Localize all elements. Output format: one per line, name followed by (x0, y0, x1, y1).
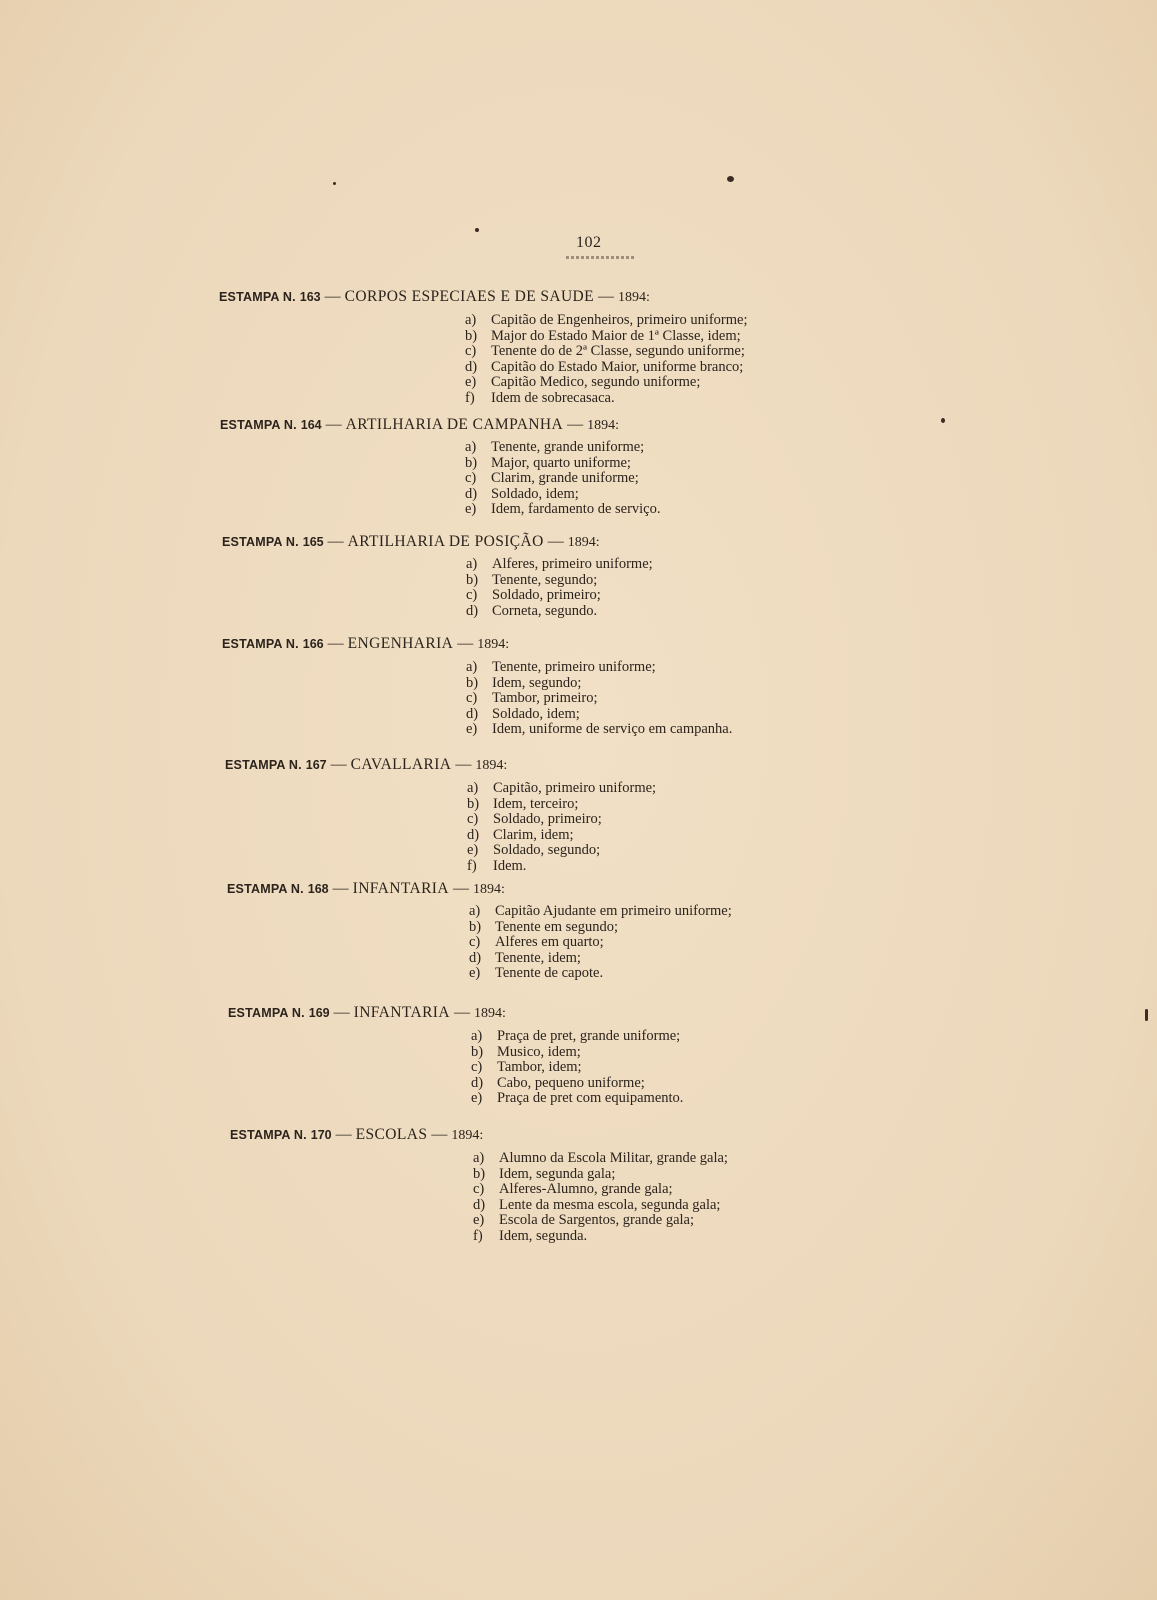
item-text: Alferes-Alumno, grande gala; (499, 1181, 673, 1198)
plate-title: ARTILHARIA DE CAMPANHA (345, 416, 564, 433)
item-text: Praça de pret, grande uniforme; (497, 1028, 681, 1044)
item-letter: c) (466, 690, 478, 707)
item-text: Cabo, pequeno uniforme; (497, 1074, 645, 1091)
list-item (469, 951, 732, 967)
item-text: Tenente, grande uniforme; (491, 439, 645, 455)
item-letter: b) (466, 674, 479, 691)
plate-year: 1894: (587, 418, 619, 433)
item-letter: b) (467, 795, 480, 812)
item-letter: d) (469, 949, 482, 966)
plate-number: 163 (299, 290, 321, 304)
paper-speck (333, 182, 336, 185)
item-letter: c) (473, 1181, 485, 1198)
list-item (466, 722, 732, 738)
item-letter: d) (465, 358, 478, 375)
list-item (465, 502, 661, 518)
item-letter: b) (466, 571, 479, 588)
item-text: Capitão Ajudante em primeiro uniforme; (495, 903, 732, 919)
item-letter: c) (469, 934, 481, 951)
list-item (471, 1060, 683, 1076)
list-item (473, 1213, 728, 1229)
item-text: Soldado, segundo; (493, 842, 601, 859)
plate-title: ESCOLAS (355, 1126, 428, 1143)
plate-label: ESTAMPA N. (222, 637, 299, 651)
plate-items (465, 440, 661, 518)
item-letter: f) (465, 389, 475, 406)
list-item (465, 360, 748, 376)
list-item (473, 1198, 728, 1214)
item-letter: b) (469, 918, 482, 935)
list-item (469, 904, 732, 920)
list-item (469, 966, 732, 982)
list-item (473, 1182, 728, 1198)
item-text: Capitão Medico, segundo uniforme; (491, 374, 701, 391)
plate-label: ESTAMPA N. (230, 1128, 307, 1142)
plate-items (466, 660, 732, 738)
list-item (469, 920, 732, 936)
item-text: Tenente em segundo; (495, 918, 619, 935)
item-text: Major, quarto uniforme; (491, 454, 631, 471)
plate-label: ESTAMPA N. (225, 758, 302, 772)
list-item (467, 812, 656, 828)
list-item (473, 1167, 728, 1183)
plate-heading: ESTAMPA N. 166 — ENGENHARIA — 1894: (222, 635, 510, 652)
item-letter: a) (465, 439, 477, 455)
item-letter: a) (473, 1150, 485, 1166)
plate-heading: ESTAMPA N. 165 — ARTILHARIA DE POSIÇÃO — 1894: (222, 533, 600, 550)
item-letter: d) (473, 1196, 486, 1213)
plate-title: CORPOS ESPECIAES E DE SAUDE (344, 288, 595, 305)
item-letter: c) (465, 470, 477, 487)
plate-year: 1894: (473, 1006, 506, 1021)
item-letter: b) (465, 327, 478, 344)
plate-title: INFANTARIA (352, 880, 449, 897)
page-number: 102 (576, 234, 602, 251)
item-letter: e) (471, 1090, 483, 1107)
list-item (471, 1076, 683, 1092)
list-item (465, 313, 748, 329)
list-item (466, 573, 653, 589)
item-letter: d) (466, 705, 479, 722)
item-text: Soldado, primeiro; (493, 811, 602, 828)
list-item (467, 797, 656, 813)
item-letter: f) (467, 857, 477, 874)
item-letter: e) (466, 721, 478, 738)
plate-heading: ESTAMPA N. 168 — INFANTARIA — 1894: (227, 880, 505, 897)
item-letter: e) (467, 842, 479, 859)
item-text: Capitão, primeiro uniforme; (493, 780, 657, 796)
item-text: Idem de sobrecasaca. (491, 389, 615, 406)
item-letter: e) (473, 1212, 485, 1229)
plate-year: 1894: (477, 637, 510, 652)
item-text: Idem, segunda gala; (499, 1165, 616, 1182)
plate-year: 1894: (451, 1128, 484, 1143)
item-text: Clarim, idem; (493, 826, 574, 843)
plate-number: 165 (302, 535, 324, 549)
list-item (465, 329, 748, 345)
item-text: Idem, segunda. (499, 1227, 588, 1244)
item-letter: b) (473, 1165, 486, 1182)
item-letter: a) (471, 1028, 483, 1044)
plate-heading: ESTAMPA N. 164 — ARTILHARIA DE CAMPANHA — 1894: (220, 416, 619, 433)
item-text: Alumno da Escola Militar, grande gala; (499, 1150, 728, 1166)
item-letter: c) (466, 587, 478, 604)
list-item (473, 1151, 728, 1167)
list-item (466, 588, 653, 604)
list-item (466, 604, 653, 620)
item-text: Lente da mesma escola, segunda gala; (499, 1196, 721, 1213)
item-text: Soldado, primeiro; (492, 587, 601, 604)
item-letter: e) (465, 374, 477, 391)
item-text: Tenente, primeiro uniforme; (492, 659, 656, 675)
list-item (466, 557, 653, 573)
list-item (471, 1091, 683, 1107)
item-letter: a) (465, 312, 477, 328)
plate-title: INFANTARIA (353, 1004, 450, 1021)
plate-label: ESTAMPA N. (219, 290, 296, 304)
item-text: Capitão de Engenheiros, primeiro uniforme; (491, 312, 748, 328)
plate-items (466, 557, 653, 619)
list-item (465, 344, 748, 360)
plate-title: CAVALLARIA (350, 756, 452, 773)
item-text: Corneta, segundo. (492, 602, 598, 619)
plate-title: ENGENHARIA (347, 635, 454, 652)
item-letter: c) (467, 811, 479, 828)
list-item (467, 859, 656, 875)
list-item (466, 707, 732, 723)
item-letter: c) (471, 1059, 483, 1076)
plate-items (465, 313, 748, 407)
item-letter: a) (469, 903, 481, 919)
list-item (473, 1229, 728, 1245)
item-text: Alferes em quarto; (495, 934, 604, 951)
plate-heading: ESTAMPA N. 163 — CORPOS ESPECIAES E DE SAUDE — 1894: (219, 288, 650, 305)
plate-items (467, 781, 656, 875)
plate-year: 1894: (618, 290, 650, 305)
item-text: Idem, segundo; (492, 674, 582, 691)
list-item (465, 456, 661, 472)
item-text: Clarim, grande uniforme; (491, 470, 639, 487)
plate-number: 170 (310, 1128, 332, 1142)
item-text: Musico, idem; (497, 1043, 581, 1060)
plate-number: 169 (308, 1006, 330, 1020)
item-text: Tenente, idem; (495, 949, 581, 966)
list-item (466, 691, 732, 707)
item-text: Soldado, idem; (492, 705, 580, 722)
list-item (465, 391, 748, 407)
list-item (467, 843, 656, 859)
plate-year: 1894: (472, 882, 505, 897)
item-text: Tenente de capote. (495, 965, 604, 982)
item-text: Capitão do Estado Maior, uniforme branco; (491, 358, 744, 375)
item-text: Tambor, primeiro; (492, 690, 598, 707)
plate-label: ESTAMPA N. (220, 418, 297, 432)
item-text: Idem, terceiro; (493, 795, 579, 812)
page-number-rule (566, 256, 636, 259)
plate-number: 164 (300, 418, 322, 432)
item-letter: d) (467, 826, 480, 843)
paper-speck (941, 418, 945, 423)
item-letter: a) (467, 780, 479, 796)
list-item (465, 471, 661, 487)
item-text: Tambor, idem; (497, 1059, 582, 1076)
plate-items (469, 904, 732, 982)
plate-items (471, 1029, 683, 1107)
list-item (466, 660, 732, 676)
item-letter: e) (465, 501, 477, 518)
plate-number: 168 (307, 882, 329, 896)
list-item (465, 440, 661, 456)
item-text: Idem, fardamento de serviço. (491, 501, 661, 518)
plate-label: ESTAMPA N. (222, 535, 299, 549)
plate-heading: ESTAMPA N. 169 — INFANTARIA — 1894: (228, 1004, 506, 1021)
plate-number: 167 (305, 758, 327, 772)
plate-year: 1894: (567, 535, 600, 550)
list-item (465, 375, 748, 391)
item-letter: d) (471, 1074, 484, 1091)
list-item (466, 676, 732, 692)
item-letter: b) (471, 1043, 484, 1060)
paper-speck (727, 176, 734, 182)
item-letter: c) (465, 343, 477, 360)
item-text: Tenente do de 2ª Classe, segundo uniforme; (491, 343, 745, 360)
list-item (465, 487, 661, 503)
item-letter: b) (465, 454, 478, 471)
item-text: Praça de pret com equipamento. (497, 1090, 684, 1107)
plate-number: 166 (302, 637, 324, 651)
list-item (471, 1029, 683, 1045)
item-text: Escola de Sargentos, grande gala; (499, 1212, 695, 1229)
plate-title: ARTILHARIA DE POSIÇÃO (347, 533, 544, 550)
paper-speck (1145, 1009, 1148, 1021)
item-text: Idem. (493, 857, 527, 874)
item-text: Soldado, idem; (491, 485, 579, 502)
item-letter: a) (466, 659, 478, 675)
list-item (467, 828, 656, 844)
list-item (467, 781, 656, 797)
item-text: Alferes, primeiro uniforme; (492, 556, 653, 572)
item-text: Tenente, segundo; (492, 571, 598, 588)
item-letter: f) (473, 1227, 483, 1244)
list-item (469, 935, 732, 951)
plate-heading: ESTAMPA N. 170 — ESCOLAS — 1894: (230, 1126, 484, 1143)
list-item (471, 1045, 683, 1061)
plate-heading: ESTAMPA N. 167 — CAVALLARIA — 1894: (225, 756, 508, 773)
plate-year: 1894: (475, 758, 508, 773)
item-letter: e) (469, 965, 481, 982)
plate-label: ESTAMPA N. (228, 1006, 305, 1020)
item-letter: d) (465, 485, 478, 502)
item-letter: d) (466, 602, 479, 619)
plate-items (473, 1151, 728, 1245)
item-text: Major do Estado Maior de 1ª Classe, idem; (491, 327, 741, 344)
item-letter: a) (466, 556, 478, 572)
item-text: Idem, uniforme de serviço em campanha. (492, 721, 733, 738)
paper-speck (475, 228, 479, 232)
plate-label: ESTAMPA N. (227, 882, 304, 896)
